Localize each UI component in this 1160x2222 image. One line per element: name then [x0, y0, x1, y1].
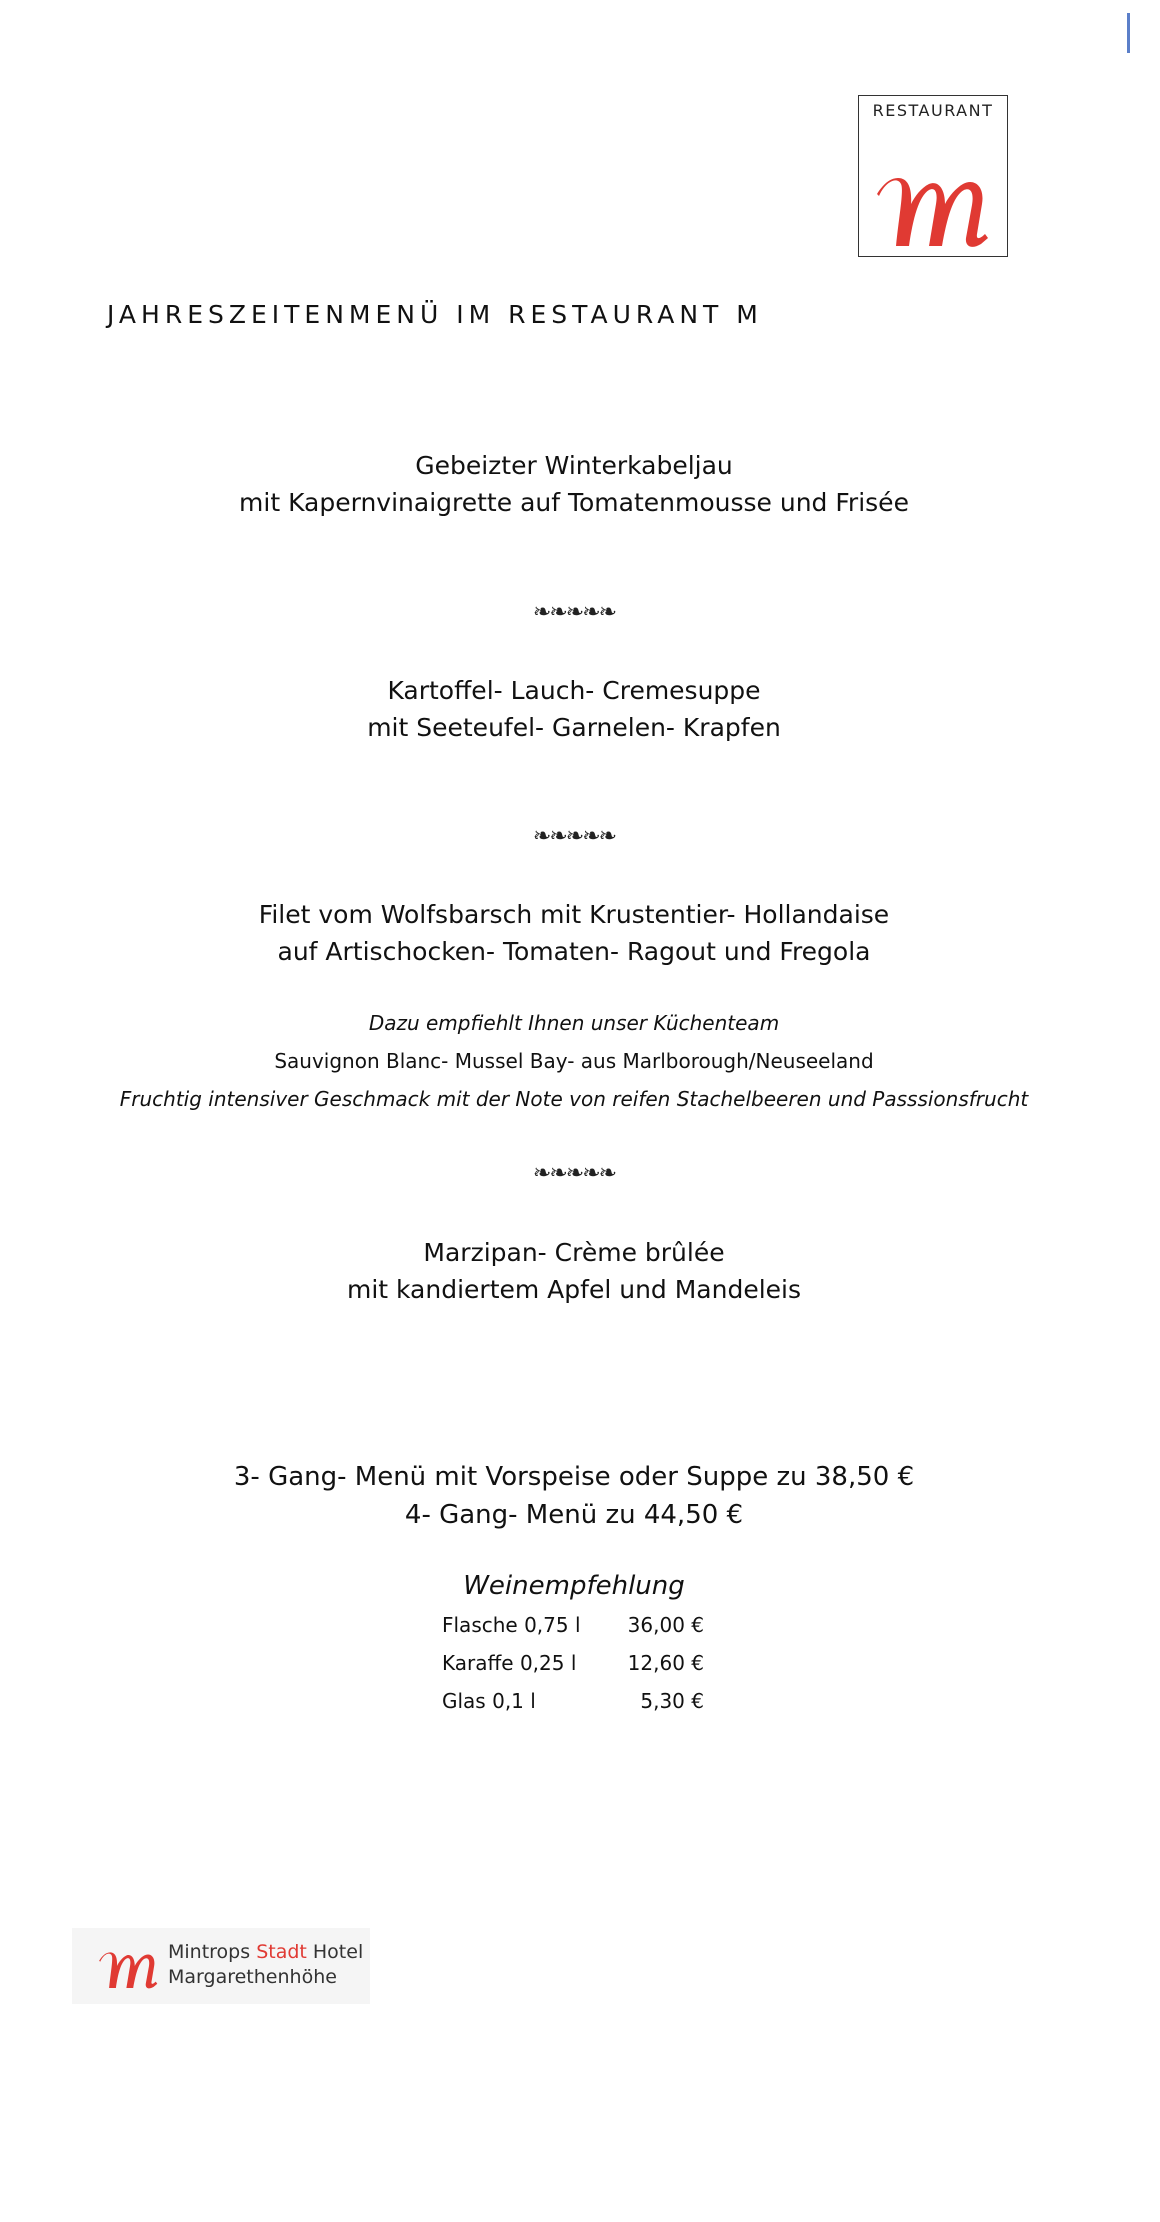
- restaurant-logo: [858, 95, 1008, 257]
- wine-offer-label: Karaffe 0,25 l: [442, 1651, 577, 1675]
- course-1-description: mit Kapernvinaigrette auf Tomatenmousse und Frisée: [239, 488, 909, 517]
- m-logo-icon: [871, 160, 997, 252]
- course-2-title: Kartoffel- Lauch- Cremesuppe: [387, 676, 761, 705]
- wine-pairing-intro: Dazu empfiehlt Ihnen unser Küchenteam: [368, 1011, 780, 1035]
- four-course-price: 4- Gang- Menü zu 44,50 €: [404, 1500, 744, 1530]
- page-edge-marker: [1127, 13, 1130, 53]
- wine-pairing-wine: Sauvignon Blanc- Mussel Bay- aus Marlborough/Neuseeland: [274, 1049, 874, 1073]
- wine-pairing: [0, 1004, 1148, 1118]
- wine-offer-label: Flasche 0,75 l: [442, 1613, 581, 1637]
- course-4: [0, 1234, 1148, 1308]
- wine-offer-row: [442, 1644, 704, 1682]
- wine-offer-price: 36,00 €: [627, 1613, 704, 1637]
- course-3-title: Filet vom Wolfsbarsch mit Krustentier- Hollandaise: [258, 900, 890, 929]
- course-3-description: auf Artischocken- Tomaten- Ragout und Fregola: [277, 937, 871, 966]
- ornament-divider: ❧❧❧❧❧: [532, 1161, 616, 1186]
- ornament-divider: ❧❧❧❧❧: [532, 600, 616, 625]
- hotel-name-line2: Margarethenhöhe: [168, 1966, 337, 1988]
- hotel-brand-part: Hotel: [306, 1941, 364, 1963]
- hotel-logo: [72, 1928, 370, 2004]
- wine-offer-row: [442, 1606, 704, 1644]
- wine-offer-price: 5,30 €: [640, 1689, 704, 1713]
- logo-word: RESTAURANT: [872, 101, 994, 120]
- wine-offer-row: [442, 1682, 704, 1720]
- wine-offer-title: Weinempfehlung: [463, 1571, 685, 1601]
- course-3: [0, 896, 1148, 970]
- wine-pairing-note: Fruchtig intensiver Geschmack mit der Note von reifen Stachelbeeren und Passsionsfrucht: [119, 1087, 1029, 1111]
- hotel-brand-stadt: Stadt: [256, 1941, 307, 1963]
- wine-offer-label: Glas 0,1 l: [442, 1689, 536, 1713]
- ornament-divider: ❧❧❧❧❧: [532, 824, 616, 849]
- wine-offer-price: 12,60 €: [627, 1651, 704, 1675]
- course-1: [0, 447, 1148, 521]
- menu-title: JAHRESZEITENMENÜ IM RESTAURANT M: [107, 300, 763, 329]
- course-4-title: Marzipan- Crème brûlée: [423, 1238, 725, 1267]
- menu-prices: [0, 1458, 1148, 1534]
- course-4-description: mit kandiertem Apfel und Mandeleis: [346, 1275, 802, 1304]
- hotel-brand-part: Mintrops: [168, 1941, 257, 1963]
- course-1-title: Gebeizter Winterkabeljau: [415, 451, 733, 480]
- hotel-name-line1: [168, 1940, 363, 1965]
- wine-offer-table: [442, 1606, 704, 1720]
- m-logo-icon: [96, 1942, 162, 1992]
- hotel-name: [168, 1940, 363, 1990]
- course-2-description: mit Seeteufel- Garnelen- Krapfen: [367, 713, 781, 742]
- three-course-price: 3- Gang- Menü mit Vorspeise oder Suppe zu 38,50 €: [233, 1462, 915, 1492]
- course-2: [0, 672, 1148, 746]
